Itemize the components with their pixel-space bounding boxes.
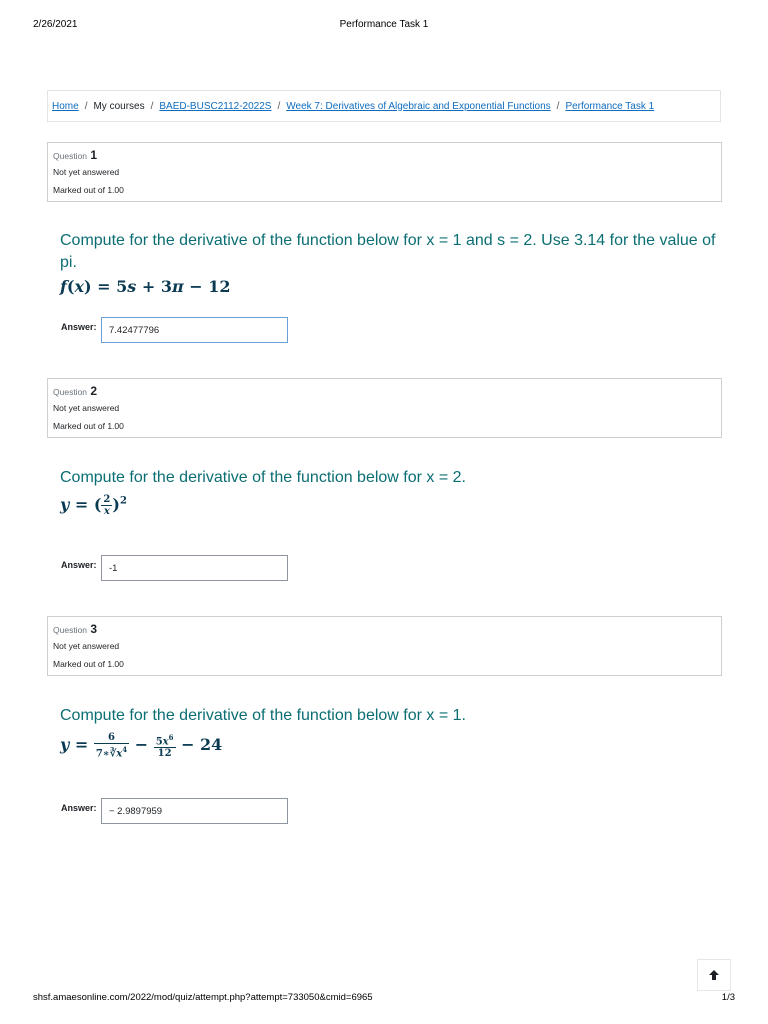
print-date: 2/26/2021 <box>33 19 78 30</box>
print-url: shsf.amaesonline.com/2022/mod/quiz/attempt.php?attempt=733050&cmid=6965 <box>33 992 373 1003</box>
question-grade: Marked out of 1.00 <box>53 659 124 669</box>
print-footer <box>0 992 768 1006</box>
print-header <box>0 19 768 33</box>
question-grade: Marked out of 1.00 <box>53 185 124 195</box>
breadcrumb-quiz[interactable]: Performance Task 1 <box>565 100 655 112</box>
question-formula-1: f(x) = 5s + 3π − 12 <box>60 277 231 296</box>
question-formula-2: y = ( $\frac{2}{x}$ )$^2$ <box>60 494 127 517</box>
answer-label: Answer: <box>61 560 97 570</box>
question-text-1: Compute for the derivative of the function below for x = 1 and s = 2. Use 3.14 for the value of pi. <box>60 232 716 271</box>
question-text-2: Compute for the derivative of the function below for x = 2. <box>60 469 466 486</box>
question-state: Not yet answered <box>53 167 120 177</box>
question-number: Question 1 <box>53 148 98 162</box>
answer-input-1[interactable] <box>101 317 288 343</box>
answer-input-2[interactable] <box>101 555 288 581</box>
breadcrumb-separator: / <box>556 100 560 112</box>
question-grade: Marked out of 1.00 <box>53 421 124 431</box>
breadcrumb-separator: / <box>84 100 88 112</box>
print-page-number: 1/3 <box>721 992 735 1003</box>
question-number: Question 3 <box>53 622 98 636</box>
question-formula-3: y = $\frac{6}{7∗∛x^4}$ − $\frac{5x^6}{12}$ − 24 <box>60 732 223 760</box>
breadcrumb-separator: / <box>277 100 281 112</box>
breadcrumb <box>47 90 721 122</box>
question-number: Question 2 <box>53 384 98 398</box>
breadcrumb-separator: / <box>150 100 154 112</box>
arrow-up-icon <box>708 969 720 981</box>
question-info-2 <box>47 378 722 438</box>
answer-label: Answer: <box>61 322 97 332</box>
print-page-title: Performance Task 1 <box>339 19 429 30</box>
answer-input-3[interactable] <box>101 798 288 824</box>
breadcrumb-course[interactable]: BAED-BUSC2112-2022S <box>159 100 272 112</box>
question-text-3: Compute for the derivative of the function below for x = 1. <box>60 707 466 724</box>
breadcrumb-home[interactable]: Home <box>52 100 79 112</box>
breadcrumb-week[interactable]: Week 7: Derivatives of Algebraic and Exponential Functions <box>286 100 551 112</box>
back-to-top-button[interactable] <box>697 959 731 991</box>
question-state: Not yet answered <box>53 641 120 651</box>
question-state: Not yet answered <box>53 403 120 413</box>
answer-label: Answer: <box>61 803 97 813</box>
question-info-1 <box>47 142 722 202</box>
breadcrumb-my-courses: My courses <box>93 100 145 112</box>
question-info-3 <box>47 616 722 676</box>
